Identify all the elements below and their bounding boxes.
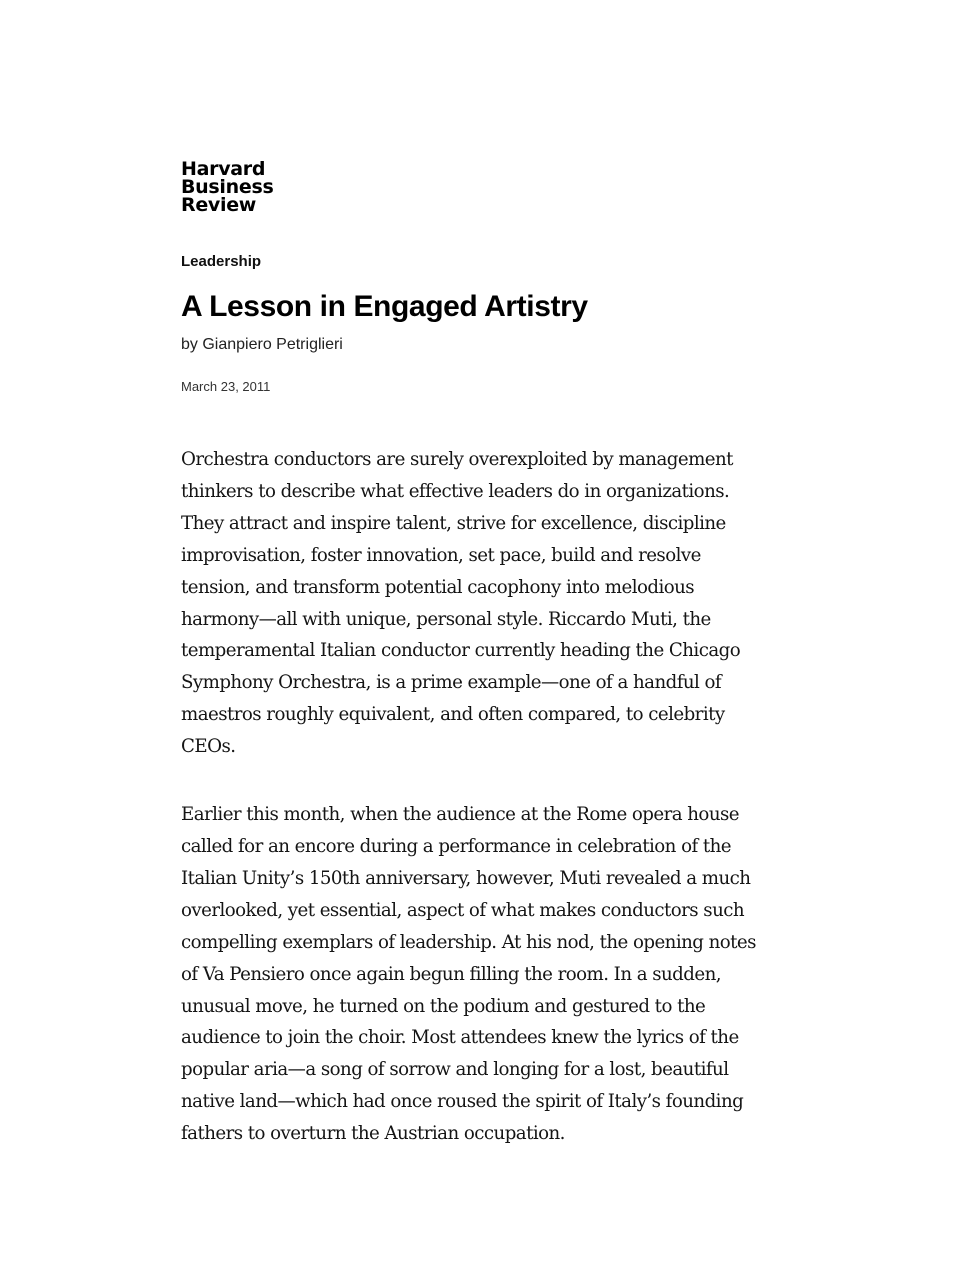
paragraph [181,444,786,763]
paragraph-line: of Va Pensiero once again begun filling the room. In a sudden, [181,963,721,985]
paragraph-line: unusual move, he turned on the podium and gestured to the [181,995,706,1017]
paragraph-line: audience to join the choir. Most attendees knew the lyrics of the [181,1027,739,1049]
paragraph [181,799,786,1150]
paragraph-line: maestros roughly equivalent, and often compared, to celebrity [181,704,725,726]
logo-line: Harvard [181,158,266,180]
paragraph-line: overlooked, yet essential, aspect of what makes conductors such [181,899,745,921]
article-title: A Lesson in Engaged Artistry [181,290,588,323]
paragraph-line: temperamental Italian conductor currently heading the Chicago [181,640,741,662]
paragraph-line: harmony—all with unique, personal style. Riccardo Muti, the [181,608,711,630]
logo-line: Review [181,194,257,216]
paragraph-line: tension, and transform potential cacophony into melodious [181,576,695,598]
article-date: March 23, 2011 [181,379,271,394]
paragraph-line: called for an encore during a performance in celebration of the [181,835,732,857]
paragraph-line: Italian Unity’s 150th anniversary, however, Muti revealed a much [181,867,751,889]
paragraph-line: CEOs. [181,736,236,758]
paragraph-line: compelling exemplars of leadership. At his nod, the opening notes [181,931,756,953]
logo-line: Business [181,176,274,198]
paragraph-line: fathers to overturn the Austrian occupation. [181,1123,565,1145]
paragraph-line: Orchestra conductors are surely overexploited by management [181,449,733,470]
paragraph-line: thinkers to describe what effective leaders do in organizations. [181,480,730,502]
article-byline: by Gianpiero Petriglieri [181,336,343,353]
paragraph-line: popular aria—a song of sorrow and longing for a lost, beautiful [181,1059,729,1081]
article-body [181,444,786,1186]
hbr-logo [181,160,273,214]
paragraph-line: Earlier this month, when the audience at the Rome opera house [181,804,739,826]
paragraph-line: native land—which had once roused the spirit of Italy’s founding [181,1091,744,1113]
paragraph-line: They attract and inspire talent, strive for excellence, discipline [181,512,726,534]
paragraph-line: Symphony Orchestra, is a prime example—one of a handful of [181,672,722,694]
paragraph-line: improvisation, foster innovation, set pace, build and resolve [181,544,701,566]
article-category: Leadership [181,253,262,270]
